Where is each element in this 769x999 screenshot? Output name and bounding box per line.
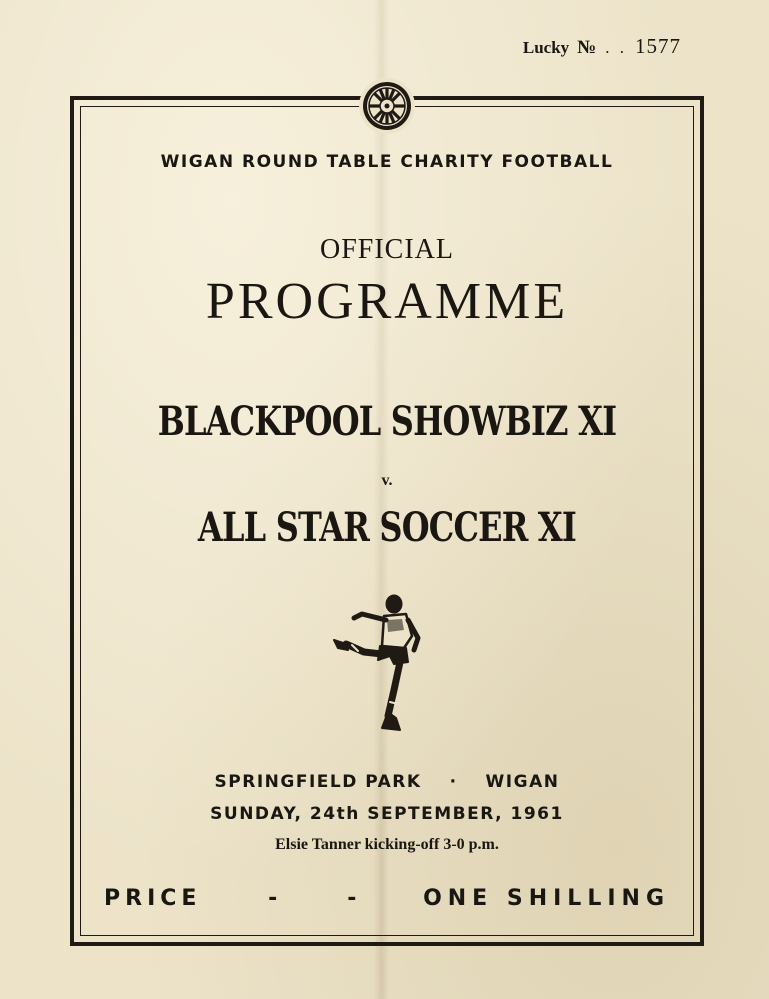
price-dash-1: - [268,886,278,911]
match-date: SUNDAY, 24th SEPTEMBER, 1961 [210,804,564,824]
programme-title: PROGRAMME [205,273,569,330]
programme-frame [70,96,704,946]
lucky-label: Lucky [522,38,570,57]
away-team: ALL STAR SOCCER XI [197,504,577,551]
price-dashes [268,886,356,911]
lucky-number-value: 1577 [635,34,681,58]
venue-separator: · [449,772,458,792]
town-name: WIGAN [485,772,560,792]
price-row [104,886,670,911]
price-dash-2: - [347,886,357,911]
lucky-number [523,34,681,59]
venue-line [74,772,700,792]
ground-name: SPRINGFIELD PARK [214,772,422,792]
official-label: OFFICIAL [319,234,454,265]
price-value: ONE SHILLING [423,886,670,911]
price-label: PRICE [104,886,202,911]
event-title: WIGAN ROUND TABLE CHARITY FOOTBALL [160,152,614,172]
lucky-dots: . . [605,38,627,57]
round-table-wheel-icon [359,78,415,134]
kickoff-note: Elsie Tanner kicking-off 3-0 p.m. [275,836,499,853]
footballer-kicking-icon [332,590,442,744]
number-symbol: № [577,37,598,58]
home-team: BLACKPOOL SHOWBIZ XI [157,398,617,445]
versus-label: v. [381,472,393,489]
